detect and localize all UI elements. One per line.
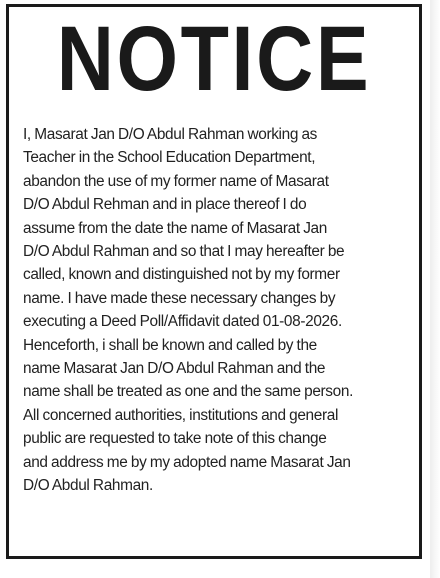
notice-line: called, known and distinguished not by my former [23,266,340,284]
notice-body [23,123,409,498]
notice-line: I, Masarat Jan D/O Abdul Rahman working as [23,126,318,143]
notice-line: abandon the use of my former name of Masarat [23,172,329,190]
notice-line: D/O Abdul Rehman and in place thereof I do [23,196,307,214]
notice-line: D/O Abdul Rahman. [23,477,153,495]
notice-line: assume from the date the name of Masarat Jan [23,219,327,237]
notice-line: and address me by my adopted name Masarat Jan [23,453,351,471]
notice-heading: NOTICE [56,8,372,110]
notice-line: Teacher in the School Education Department, [23,149,316,167]
page-edge-shadow [430,0,440,578]
notice-line: Henceforth, i shall be known and called by the [23,336,317,354]
notice-line: All concerned authorities, institutions and general [23,406,339,424]
notice-line: D/O Abdul Rahman and so that I may hereafter be [23,243,345,261]
notice-line: name Masarat Jan D/O Abdul Rahman and the [23,360,326,378]
notice-line: name. I have made these necessary changes by [23,289,336,307]
notice-line: public are requested to take note of this change [23,430,327,448]
notice-line: name shall be treated as one and the same person. [23,383,353,401]
notice-box [6,4,422,559]
notice-line: executing a Deed Poll/Affidavit dated 01-08-2026. [23,313,342,331]
